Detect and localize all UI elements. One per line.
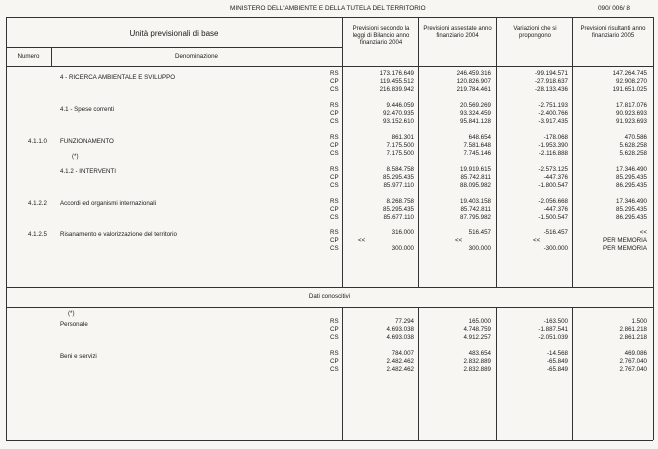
group-label: 4.1.2 - INTERVENTI xyxy=(60,168,116,175)
cell-value: 19.403.158 xyxy=(460,198,491,205)
cell-value: 1.500 xyxy=(631,318,647,325)
cell-value: 469.086 xyxy=(624,350,647,357)
dati-asterisk-note: (*) xyxy=(68,310,75,317)
col2-divider-top xyxy=(418,17,419,287)
group-label: 4.1 - Spese correnti xyxy=(60,106,114,113)
cell-value: 2.832.889 xyxy=(463,358,491,365)
cell-value: 85.295.435 xyxy=(383,174,414,181)
row-code: RS xyxy=(330,166,339,173)
cell-value: 91.923.693 xyxy=(616,118,647,125)
table-right-border xyxy=(653,17,654,440)
cell-value: 85.295.435 xyxy=(616,174,647,181)
col4-divider-bottom xyxy=(572,307,573,440)
row-code: CS xyxy=(330,366,339,373)
cell-value: -2.751.193 xyxy=(538,102,568,109)
cell-value: 4.693.038 xyxy=(386,326,414,333)
cell-value: 85.742.811 xyxy=(460,206,491,213)
cell-value: -65.849 xyxy=(547,358,568,365)
cell-value: 191.651.025 xyxy=(612,86,647,93)
row-code: CP xyxy=(330,237,339,244)
row-code: CS xyxy=(330,334,339,341)
cell-value: 784.007 xyxy=(391,350,414,357)
cell-value: 7.175.500 xyxy=(386,142,414,149)
cell-value: 7.745.146 xyxy=(463,150,491,157)
col2-header: Previsioni assestate anno finanziario 2004 xyxy=(423,26,492,39)
cell-value: -447.376 xyxy=(543,206,568,213)
asterisk-note: (*) xyxy=(72,153,79,160)
numero-header: Numero xyxy=(17,53,40,60)
cell-value: 7.581.648 xyxy=(463,142,491,149)
cell-value: 85.295.435 xyxy=(616,206,647,213)
cell-value: 5.628.258 xyxy=(619,142,647,149)
cell-value: << xyxy=(358,237,366,244)
cell-value: 216.839.942 xyxy=(379,86,414,93)
row-code: CP xyxy=(330,174,339,181)
page-code: 090/ 006/ 8 xyxy=(598,5,630,12)
cell-value: 4.693.038 xyxy=(386,334,414,341)
cell-value: 92.908.270 xyxy=(616,78,647,85)
cell-value: PER MEMORIA xyxy=(602,237,647,244)
col1-divider-top xyxy=(342,17,343,287)
row-code: CP xyxy=(330,142,339,149)
cell-value: 7.175.500 xyxy=(386,150,414,157)
cell-value: 9.446.059 xyxy=(386,102,414,109)
row-code: RS xyxy=(330,134,339,141)
row-code: CP xyxy=(330,78,339,85)
dati-conoscitivi-title: Dati conoscitivi xyxy=(308,293,351,300)
cell-value: 4.912.257 xyxy=(463,334,491,341)
group-label: 4 - RICERCA AMBIENTALE E SVILUPPO xyxy=(60,74,176,81)
cell-value: 648.654 xyxy=(468,134,491,141)
section-divider-top xyxy=(6,287,653,288)
col1-divider-bottom xyxy=(342,307,343,440)
cell-value: -99.194.571 xyxy=(534,70,568,77)
cell-value: 85.295.435 xyxy=(383,206,414,213)
col2-divider-bottom xyxy=(418,307,419,440)
cell-value: 470.586 xyxy=(624,134,647,141)
cell-value: -2.116.888 xyxy=(538,150,568,157)
row-code: RS xyxy=(330,70,339,77)
cell-value: 300.000 xyxy=(468,245,491,252)
cell-value: -2.051.039 xyxy=(538,334,568,341)
cell-value: 88.095.982 xyxy=(460,182,491,189)
group-label: Risanamento e valorizzazione del territorio xyxy=(60,231,177,238)
cell-value: 19.919.615 xyxy=(460,166,491,173)
group-number: 4.1.2.5 xyxy=(28,231,47,238)
col3-header: Variazioni che si propongono xyxy=(513,26,557,39)
cell-value: 77.294 xyxy=(395,318,414,325)
group-number: 4.1.1.0 xyxy=(28,138,47,145)
cell-value: 20.569.269 xyxy=(460,102,491,109)
table-left-border xyxy=(6,17,7,440)
cell-value: 2.832.889 xyxy=(463,366,491,373)
cell-value: PER MEMORIA xyxy=(602,245,647,252)
cell-value: 173.176.649 xyxy=(379,70,414,77)
cell-value: -14.568 xyxy=(547,350,568,357)
cell-value: 85.742.811 xyxy=(460,174,491,181)
cell-value: 2.861.218 xyxy=(619,326,647,333)
cell-value: -2.573.125 xyxy=(538,166,568,173)
cell-value: -27.918.637 xyxy=(534,78,568,85)
cell-value: -65.849 xyxy=(547,366,568,373)
header-divider xyxy=(6,47,342,48)
cell-value: -447.376 xyxy=(543,174,568,181)
cell-value: << xyxy=(639,229,647,236)
cell-value: 5.628.258 xyxy=(619,150,647,157)
ministry-title: MINISTERO DELL'AMBIENTE E DELLA TUTELA DEL TERRITORIO xyxy=(230,5,426,12)
row-code: CP xyxy=(330,358,339,365)
row-code: CS xyxy=(330,245,339,252)
row-code: CP xyxy=(330,326,339,333)
cell-value: -300.000 xyxy=(543,245,568,252)
cell-value: 483.654 xyxy=(468,350,491,357)
cell-value: 17.346.490 xyxy=(616,166,647,173)
row-code: RS xyxy=(330,318,339,325)
cell-value: -2.400.766 xyxy=(538,110,568,117)
table-top-border xyxy=(6,17,653,18)
cell-value: 85.977.110 xyxy=(383,182,414,189)
cell-value: 93.324.459 xyxy=(460,110,491,117)
cell-value: 147.264.745 xyxy=(612,70,647,77)
cell-value: -1.953.390 xyxy=(538,142,568,149)
row-code: RS xyxy=(330,198,339,205)
cell-value: 8.584.758 xyxy=(386,166,414,173)
group-label: FUNZIONAMENTO xyxy=(60,138,114,145)
row-code: CS xyxy=(330,150,339,157)
cell-value: -1.500.547 xyxy=(538,214,568,221)
cell-value: 219.784.461 xyxy=(456,86,491,93)
cell-value: -28.133.436 xyxy=(534,86,568,93)
cell-value: 2.861.218 xyxy=(619,334,647,341)
cell-value: 2.482.462 xyxy=(386,358,414,365)
cell-value: -2.056.668 xyxy=(538,198,568,205)
cell-value: 87.795.982 xyxy=(460,214,491,221)
cell-value: 516.457 xyxy=(468,229,491,236)
col4-header: Previsioni risultanti anno finanziario 2005 xyxy=(580,26,646,39)
cell-value: -1.887.541 xyxy=(538,326,568,333)
cell-value: 4.748.759 xyxy=(463,326,491,333)
row-code: CS xyxy=(330,182,339,189)
cell-value: 92.470.935 xyxy=(383,110,414,117)
cell-value: 119.455.512 xyxy=(380,78,414,85)
row-code: CP xyxy=(330,110,339,117)
col3-divider-bottom xyxy=(496,307,497,440)
section-divider-bottom xyxy=(6,307,653,308)
row-code: RS xyxy=(330,229,339,236)
table-bottom-border xyxy=(6,440,653,441)
unita-header: Unità previsionali di base xyxy=(129,29,219,38)
group-number: 4.1.2.2 xyxy=(28,200,47,207)
dati-group-label: Beni e servizi xyxy=(60,353,97,360)
cell-value: -3.917.435 xyxy=(538,118,568,125)
cell-value: << xyxy=(533,237,541,244)
cell-value: 86.295.435 xyxy=(616,214,647,221)
row-code: CS xyxy=(330,214,339,221)
cell-value: 95.841.128 xyxy=(460,118,491,125)
row-code: CS xyxy=(330,118,339,125)
cell-value: 85.677.110 xyxy=(383,214,414,221)
cell-value: 165.000 xyxy=(468,318,491,325)
row-code: RS xyxy=(330,350,339,357)
cell-value: 861.301 xyxy=(391,134,414,141)
cell-value: 120.826.907 xyxy=(456,78,491,85)
col1-header: Previsioni secondo la leggi di Bilancio anno finanziario 2004 xyxy=(352,26,410,46)
cell-value: 2.767.040 xyxy=(619,358,647,365)
col3-divider-top xyxy=(496,17,497,287)
col4-divider-top xyxy=(572,17,573,287)
row-code: RS xyxy=(330,102,339,109)
cell-value: 93.152.610 xyxy=(383,118,414,125)
cell-value: -178.068 xyxy=(543,134,568,141)
cell-value: 86.295.435 xyxy=(616,182,647,189)
dati-group-label: Personale xyxy=(60,321,88,328)
cell-value: << xyxy=(455,237,463,244)
header-bottom-border xyxy=(6,66,653,67)
cell-value: 17.817.076 xyxy=(616,102,647,109)
cell-value: 90.923.693 xyxy=(616,110,647,117)
cell-value: 300.000 xyxy=(391,245,414,252)
cell-value: 2.767.040 xyxy=(619,366,647,373)
cell-value: 8.268.758 xyxy=(386,198,414,205)
cell-value: 316.000 xyxy=(391,229,414,236)
denominazione-header: Denominazione xyxy=(175,53,218,60)
cell-value: 246.459.316 xyxy=(456,70,491,77)
cell-value: -1.800.547 xyxy=(538,182,568,189)
row-code: CS xyxy=(330,86,339,93)
group-label: Accordi ed organismi internazionali xyxy=(60,200,156,207)
cell-value: -163.500 xyxy=(543,318,568,325)
cell-value: 17.346.490 xyxy=(616,198,647,205)
cell-value: -516.457 xyxy=(543,229,568,236)
row-code: CP xyxy=(330,206,339,213)
cell-value: 2.482.462 xyxy=(386,366,414,373)
